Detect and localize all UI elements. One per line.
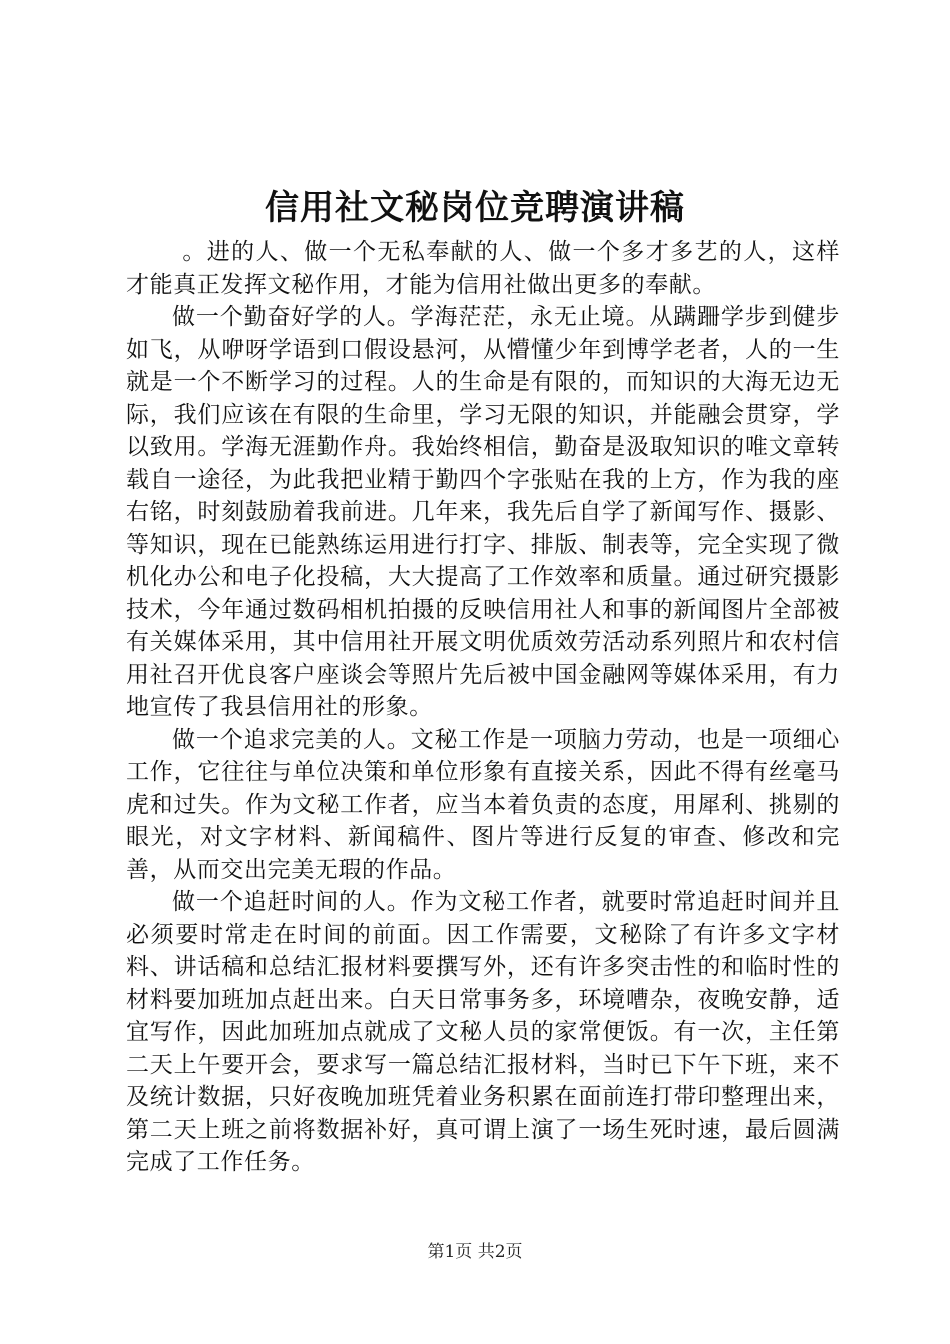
paragraph-diligent-learning: 做一个勤奋好学的人。学海茫茫，永无止境。从蹒跚学步到健步如飞，从咿呀学语到口假设悬河，从懵懂少年到博学老者，人的一生就是一个不断学习的过程。人的生命是有限的，而知识的大海无边无际，我们应该在有限的生命里，学习无限的知识，并能融会贯穿，学以致用。学海无涯勤作舟。我始终相信，勤奋是汲取知识的唯文章转载自一途径，为此我把业精于勤四个字张贴在我的上方，作为我的座右铭，时刻鼓励着我前进。几年来，我先后自学了新闻写作、摄影、等知识，现在已能熟练运用进行打字、排版、制表等，完全实现了微机化办公和电子化投稿，大大提高了工作效率和质量。通过研究摄影技术，今年通过数码相机拍摄的反映信用社人和事的新闻图片全部被有关媒体采用，其中信用社开展文明优质效劳活动系列照片和农村信用社召开优良客户座谈会等照片先后被中国金融网等媒体采用，有力地宣传了我县信用社的形象。 (126, 304, 840, 720)
paragraph-pursuing-perfection: 做一个追求完美的人。文秘工作是一项脑力劳动，也是一项细心工作，它往往与单位决策和单位形象有直接关系，因此不得有丝毫马虎和过失。作为文秘工作者，应当本着负责的态度，用犀利、挑剔的眼光，对文字材料、新闻稿件、图片等进行反复的审查、修改和完善，从而交出完美无瑕的作品。 (126, 726, 840, 883)
document-body (126, 236, 840, 1179)
paragraph-chasing-time: 做一个追赶时间的人。作为文秘工作者，就要时常追赶时间并且必须要时常走在时间的前面。因工作需要，文秘除了有许多文字材料、讲话稿和总结汇报材料要撰写外，还有许多突击性的和临时性的材料要加班加点赶出来。白天日常事务多，环境嘈杂，夜晚安静，适宜写作，因此加班加点就成了文秘人员的家常便饭。有一次，主任第二天上午要开会，要求写一篇总结汇报材料，当时已下午下班，来不及统计数据，只好夜晚加班凭着业务积累在面前连打带印整理出来，第二天上班之前将数据补好，真可谓上演了一场生死时速，最后圆满完成了工作任务。 (126, 889, 840, 1175)
paragraph-opening: 。进的人、做一个无私奉献的人、做一个多才多艺的人，这样才能真正发挥文秘作用，才能为信用社做出更多的奉献。 (126, 239, 840, 298)
page-number-footer: 第1页 共2页 (427, 1242, 523, 1262)
document-title: 信用社文秘岗位竞聘演讲稿 (265, 188, 685, 228)
